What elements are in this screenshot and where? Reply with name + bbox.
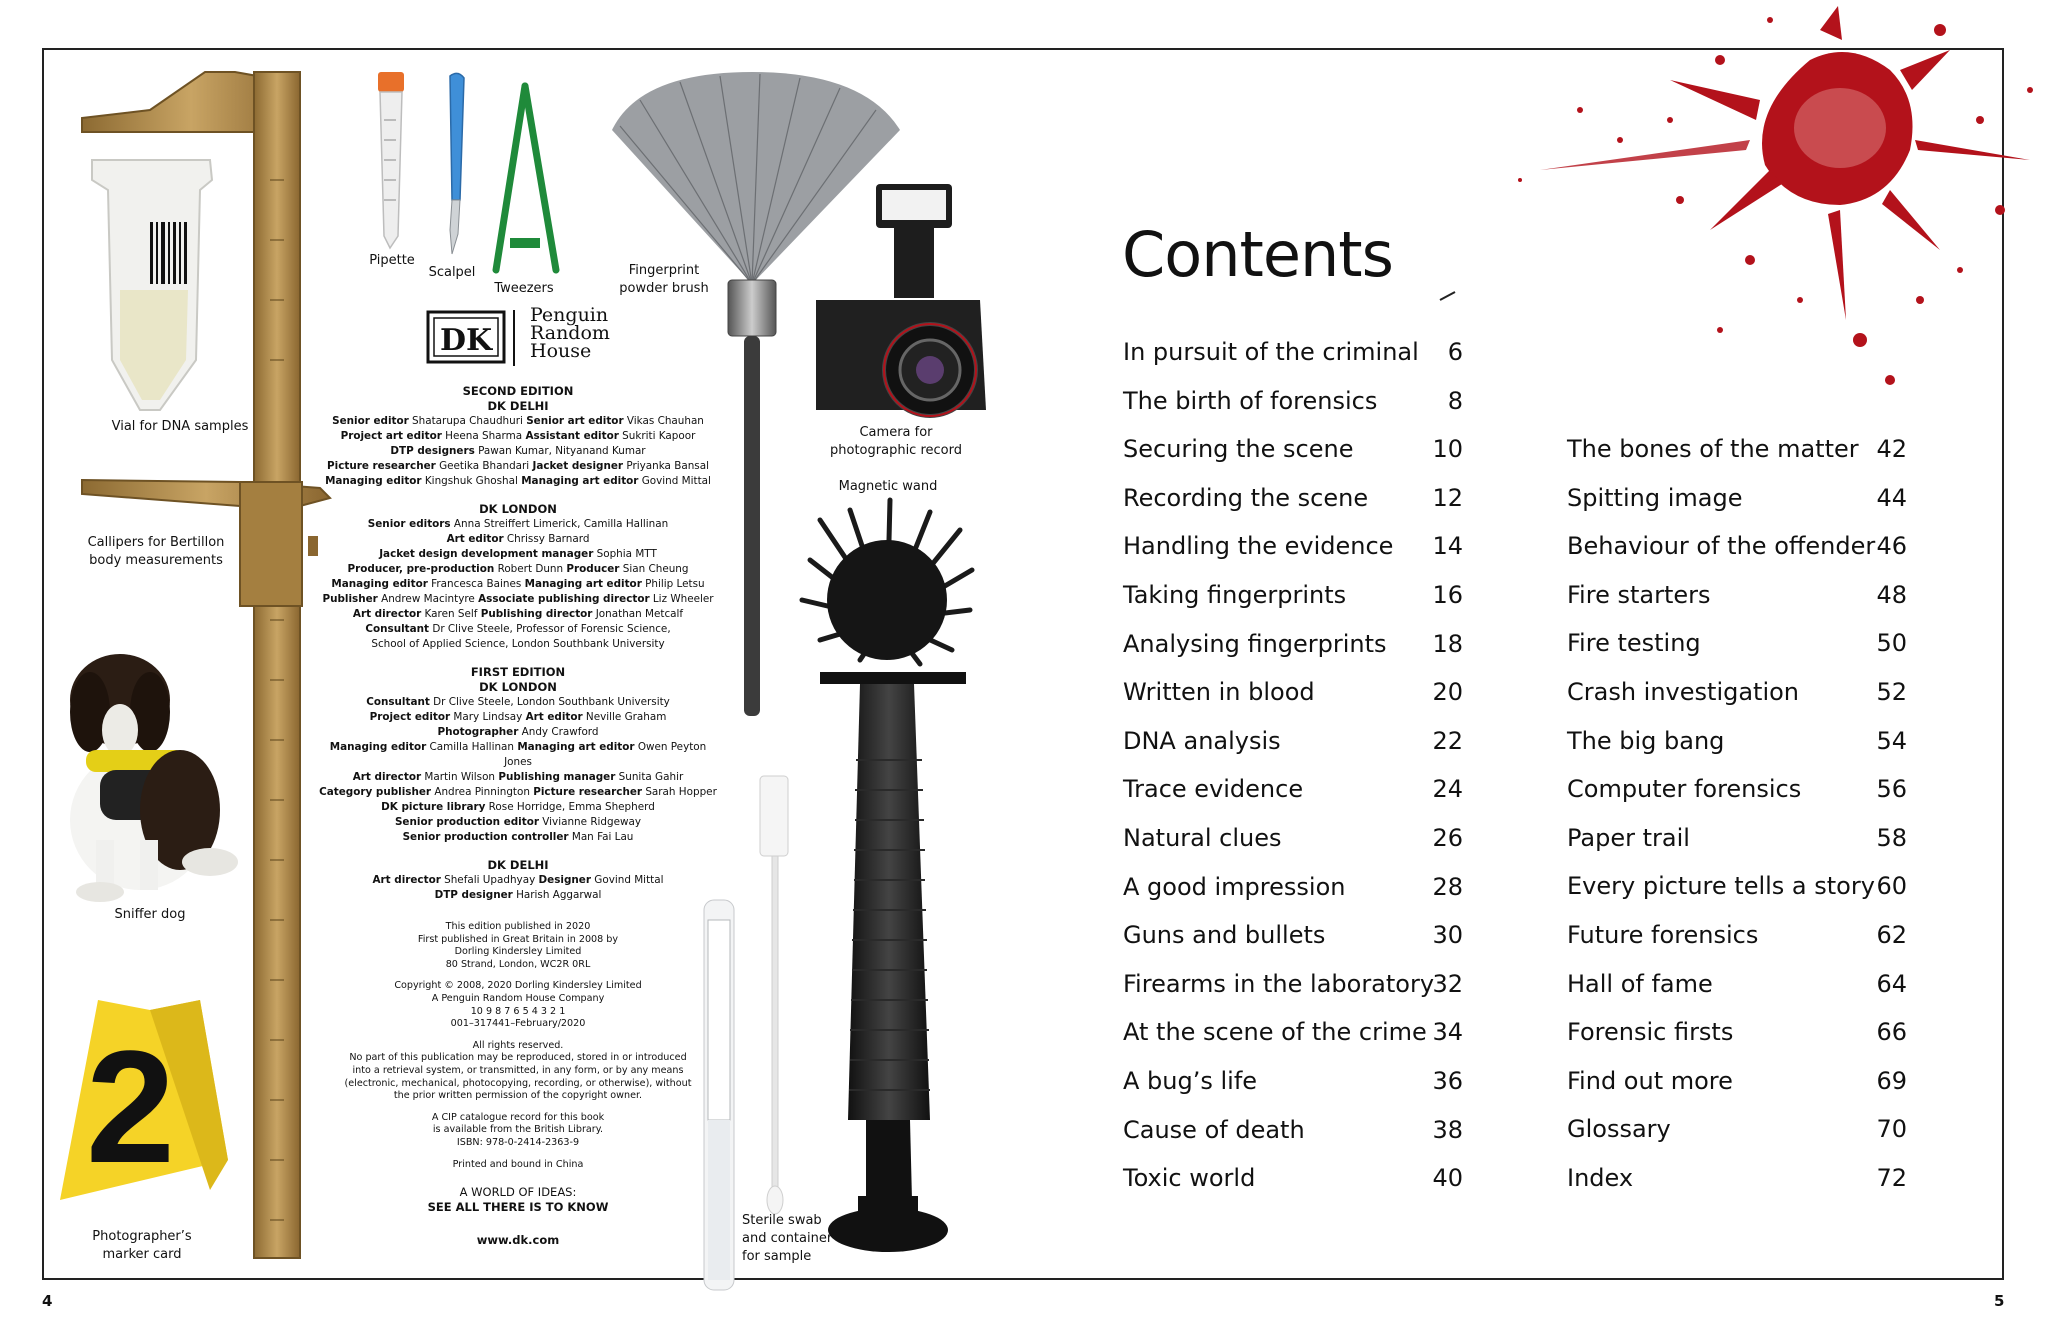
contents-entry[interactable]	[1123, 435, 1463, 469]
imprint-person: Chrissy Barnard	[503, 533, 590, 545]
contents-entry-page: 6	[1447, 338, 1463, 366]
imprint-line: Copyright © 2008, 2020 Dorling Kindersley Limited	[394, 980, 642, 992]
imprint-role: Managing art editor	[524, 578, 642, 590]
marker-number: 2	[86, 1017, 175, 1196]
prh-wordmark	[530, 306, 610, 360]
contents-entry-title: Trace evidence	[1123, 775, 1304, 804]
contents-entry-page: 44	[1876, 483, 1907, 512]
contents-entry[interactable]	[1567, 532, 1907, 566]
contents-entry[interactable]	[1567, 1115, 1907, 1149]
imprint-role: Senior art editor	[526, 415, 624, 427]
imprint-line: Printed and bound in China	[452, 1158, 584, 1170]
caption-pipette: Pipette	[369, 253, 415, 268]
contents-title: Contents	[1122, 218, 1393, 291]
imprint-line: School of Applied Science, London Southbank University	[371, 638, 665, 650]
imprint-role: Publishing director	[480, 608, 593, 620]
contents-entry-page: 66	[1876, 1018, 1907, 1047]
contents-entry-title: Crash investigation	[1567, 678, 1800, 706]
contents-entry[interactable]	[1567, 824, 1907, 858]
imprint-person: Sian Cheung	[619, 563, 689, 575]
imprint-person: Liz Wheeler	[649, 593, 714, 605]
camera-image	[816, 184, 986, 416]
contents-entry-title: At the scene of the crime	[1123, 1018, 1427, 1047]
imprint-person: Dr Clive Steele, Professor of Forensic Science,	[429, 623, 671, 635]
imprint-line: This edition published in 2020	[445, 921, 591, 932]
imprint-heading: DK DELHI	[487, 399, 549, 413]
imprint-role: Designer	[538, 874, 591, 886]
imprint-person: Sunita Gahir	[615, 771, 684, 783]
imprint-role: Senior editor	[332, 415, 409, 427]
contents-entry-title: Forensic firsts	[1567, 1018, 1734, 1047]
imprint-role: Senior editors	[367, 518, 451, 530]
imprint-line	[318, 429, 718, 444]
imprint-person: Andy Crawford	[518, 726, 599, 738]
imprint-line: the prior written permission of the copyright owner.	[393, 1090, 643, 1102]
imprint-line	[318, 740, 718, 770]
imprint-person: Vivianne Ridgeway	[538, 816, 642, 828]
imprint-line	[318, 444, 718, 459]
imprint-line	[318, 592, 718, 607]
imprint-person: Heena Sharma	[441, 430, 523, 442]
imprint-person: Govind Mittal	[638, 475, 711, 487]
contents-entry-page: 60	[1876, 872, 1907, 901]
contents-entry[interactable]	[1567, 727, 1907, 761]
contents-entry-page: 54	[1876, 726, 1907, 755]
pipette-image	[378, 72, 404, 248]
caption-dog: Sniffer dog	[114, 907, 186, 922]
contents-entry-page: 14	[1432, 532, 1463, 561]
imprint-heading: DK LONDON	[479, 680, 557, 694]
contents-entry[interactable]	[1123, 873, 1463, 907]
imprint-line	[318, 725, 718, 740]
contents-entry-page: 62	[1876, 921, 1907, 949]
contents-entry[interactable]	[1567, 678, 1907, 712]
contents-entry-title: Taking fingerprints	[1123, 581, 1347, 609]
contents-entry[interactable]	[1123, 678, 1463, 712]
prh-line2: Random	[530, 322, 610, 344]
imprint-line: Dorling Kindersley Limited	[454, 946, 582, 958]
blood-spatter-image	[1420, 0, 2048, 420]
contents-entry-title: In pursuit of the criminal	[1123, 338, 1419, 366]
caption-marker-line2: marker card	[102, 1247, 182, 1262]
imprint-person: Robert Dunn	[494, 563, 564, 575]
contents-entry[interactable]	[1567, 775, 1907, 809]
imprint-person: Philip Letsu	[641, 578, 705, 590]
imprint-line: No part of this publication may be reproduced, stored in or introduced	[349, 1052, 687, 1064]
contents-entry-title: Hall of fame	[1567, 969, 1713, 998]
imprint-role: Art editor	[525, 711, 583, 723]
imprint-role: Managing editor	[325, 475, 422, 487]
imprint-role: Associate publishing director	[478, 593, 650, 605]
caption-vial: Vial for DNA samples	[111, 419, 249, 434]
imprint-role: Publishing manager	[498, 771, 616, 783]
imprint-person: Andrea Pinnington	[431, 786, 530, 798]
imprint-line	[318, 622, 718, 637]
imprint-person: Karen Self	[421, 608, 478, 620]
contents-entry-page: 34	[1432, 1018, 1463, 1047]
contents-entry[interactable]	[1567, 1018, 1907, 1052]
imprint-block	[318, 384, 718, 1248]
contents-entry-page: 40	[1432, 1164, 1463, 1193]
imprint-role: DTP designer	[434, 889, 513, 901]
imprint-person: Sarah Hopper	[642, 786, 717, 798]
imprint-line	[318, 517, 718, 532]
page-number-right: 5	[1994, 1292, 2005, 1310]
contents-entry-page: 50	[1876, 629, 1907, 658]
caption-wand: Magnetic wand	[838, 479, 938, 494]
imprint-line	[318, 785, 718, 800]
imprint-line: 001–317441–February/2020	[450, 1018, 586, 1030]
imprint-person: Kingshuk Ghoshal	[421, 475, 518, 487]
contents-entry[interactable]	[1567, 921, 1907, 955]
tweezers-image	[496, 86, 556, 270]
contents-entry[interactable]	[1123, 824, 1463, 858]
contents-entry-title: Find out more	[1567, 1066, 1733, 1095]
scalpel-image	[450, 73, 464, 254]
contents-entry-page: 30	[1432, 921, 1463, 950]
vial-image	[92, 160, 212, 410]
imprint-line: is available from the British Library.	[432, 1124, 604, 1136]
imprint-person: Camilla Hallinan	[426, 741, 514, 753]
imprint-role: Senior production controller	[402, 831, 569, 843]
contents-entry[interactable]	[1567, 484, 1907, 518]
imprint-role: Publisher	[322, 593, 378, 605]
imprint-line	[318, 800, 718, 815]
contents-entry-page: 64	[1876, 969, 1907, 998]
imprint-person: Shefali Upadhyay	[440, 874, 536, 886]
imprint-line: 10 9 8 7 6 5 4 3 2 1	[470, 1005, 566, 1017]
contents-entry-title: A bug’s life	[1123, 1067, 1258, 1095]
contents-entry[interactable]	[1567, 581, 1907, 615]
imprint-person: Sophia MTT	[593, 548, 657, 560]
magnetic-wand-image	[802, 500, 972, 1252]
imprint-line	[318, 770, 718, 785]
caption-swab-line1: Sterile swab	[742, 1213, 822, 1228]
contents-entry[interactable]	[1567, 1067, 1907, 1101]
contents-entry-title: Securing the scene	[1123, 435, 1354, 464]
contents-entry[interactable]	[1567, 629, 1907, 663]
contents-entry-title: Paper trail	[1567, 823, 1690, 852]
contents-entry-page: 56	[1876, 775, 1907, 804]
imprint-person: Man Fai Lau	[568, 831, 634, 843]
contents-entry[interactable]	[1123, 727, 1463, 761]
imprint-role: Art director	[372, 874, 441, 886]
caption-callipers-line2: body measurements	[89, 553, 223, 568]
contents-entry[interactable]	[1567, 435, 1907, 469]
contents-entry-title: Every picture tells a story	[1567, 872, 1875, 901]
imprint-person: Sukriti Kapoor	[618, 430, 696, 442]
imprint-line	[318, 607, 718, 622]
contents-entry[interactable]	[1123, 1164, 1463, 1198]
caption-scalpel: Scalpel	[428, 265, 476, 280]
imprint-line	[318, 695, 718, 710]
contents-entry-page: 52	[1876, 678, 1907, 706]
imprint-role: Picture researcher	[327, 460, 436, 472]
imprint-line	[318, 547, 718, 562]
contents-entry-title: Fire starters	[1567, 580, 1711, 609]
imprint-person: Pawan Kumar, Nityanand Kumar	[474, 445, 646, 457]
imprint-role: DK picture library	[381, 801, 486, 813]
contents-entry[interactable]	[1567, 970, 1907, 1004]
caption-callipers-line1: Callipers for Bertillon	[87, 535, 225, 550]
imprint-role: Jacket design development manager	[379, 548, 594, 560]
sniffer-dog-image	[70, 654, 238, 902]
contents-entry-title: Index	[1567, 1164, 1634, 1192]
imprint-person: Andrew Macintyre	[377, 593, 475, 605]
contents-entry[interactable]	[1123, 532, 1463, 566]
imprint-role: Consultant	[365, 623, 430, 635]
contents-entry-title: Cause of death	[1123, 1115, 1305, 1144]
contents-entry-title: The birth of forensics	[1123, 386, 1378, 415]
imprint-line: A CIP catalogue record for this book	[431, 1111, 605, 1123]
contents-entry-title: Firearms in the laboratory	[1123, 969, 1435, 998]
imprint-role: Producer	[566, 563, 620, 575]
imprint-line	[318, 414, 718, 429]
contents-entry-title: Toxic world	[1123, 1164, 1256, 1193]
imprint-line	[318, 710, 718, 725]
caption-brush	[606, 262, 722, 298]
dk-logo-letters: DK	[440, 323, 493, 358]
contents-entry-title: Natural clues	[1123, 824, 1282, 852]
contents-entry-page: 22	[1432, 726, 1463, 755]
imprint-heading: FIRST EDITION	[470, 665, 566, 679]
contents-entry[interactable]	[1123, 1018, 1463, 1052]
imprint-role: Jacket designer	[532, 460, 624, 472]
contents-entry-title: Guns and bullets	[1123, 921, 1326, 950]
imprint-role: Art editor	[446, 533, 504, 545]
contents-entry-page: 8	[1447, 386, 1463, 415]
caption-marker	[72, 1228, 212, 1264]
contents-entry-title: Written in blood	[1123, 678, 1315, 707]
caption-swab-line2: and container	[742, 1231, 833, 1246]
contents-entry-title: Behaviour of the offender	[1567, 532, 1876, 561]
imprint-role: Managing editor	[331, 578, 428, 590]
contents-entry-title: Computer forensics	[1567, 775, 1802, 804]
page-number-left: 4	[42, 1292, 53, 1310]
contents-entry-title: Spitting image	[1567, 483, 1743, 512]
imprint-role: Managing editor	[329, 741, 427, 753]
contents-entry-page: 48	[1876, 580, 1907, 609]
imprint-role: Managing art editor	[517, 741, 635, 753]
imprint-line	[318, 815, 718, 830]
prh-line1: Penguin	[530, 304, 609, 326]
imprint-person: Shatarupa Chaudhuri	[408, 415, 523, 427]
imprint-line: A Penguin Random House Company	[431, 992, 605, 1004]
imprint-person: Francesca Baines	[427, 578, 522, 590]
contents-entry-page: 72	[1876, 1164, 1907, 1192]
imprint-url[interactable]: www.dk.com	[476, 1233, 560, 1248]
imprint-line	[318, 577, 718, 592]
caption-tweezers: Tweezers	[494, 281, 554, 296]
contents-entry[interactable]	[1123, 1116, 1463, 1150]
caption-brush-line2: powder brush	[619, 281, 709, 296]
imprint-heading: DK DELHI	[487, 858, 549, 872]
imprint-line	[318, 474, 718, 489]
imprint-role: Photographer	[437, 726, 519, 738]
contents-entry[interactable]	[1123, 484, 1463, 518]
imprint-role: Assistant editor	[525, 430, 619, 442]
contents-entry[interactable]	[1123, 387, 1463, 421]
prh-line3: House	[530, 340, 592, 362]
imprint-heading: DK LONDON	[479, 502, 557, 516]
imprint-world-ideas: A WORLD OF IDEAS:	[459, 1185, 577, 1200]
imprint-person: Harish Aggarwal	[512, 889, 602, 901]
imprint-person: Neville Graham	[582, 711, 667, 723]
caption-callipers	[66, 534, 246, 570]
imprint-person: Geetika Bhandari	[435, 460, 530, 472]
imprint-role: DTP designers	[390, 445, 475, 457]
imprint-person: Mary Lindsay	[450, 711, 523, 723]
imprint-line	[318, 830, 718, 845]
imprint-role: Art director	[352, 771, 422, 783]
imprint-world-ideas: SEE ALL THERE IS TO KNOW	[427, 1200, 609, 1215]
imprint-line	[318, 532, 718, 547]
contents-entry-title: Future forensics	[1567, 921, 1759, 949]
imprint-role: Managing art editor	[521, 475, 639, 487]
contents-entry-page: 38	[1432, 1115, 1463, 1144]
contents-entry[interactable]	[1123, 921, 1463, 955]
contents-entry-page: 28	[1432, 872, 1463, 901]
contents-entry[interactable]	[1123, 338, 1463, 372]
caption-brush-line1: Fingerprint	[628, 263, 700, 278]
imprint-person: Priyanka Bansal	[623, 460, 709, 472]
imprint-person: Owen Peyton Jones	[504, 741, 707, 768]
contents-entry-page: 32	[1432, 969, 1463, 998]
contents-entry-title: A good impression	[1123, 872, 1346, 901]
caption-marker-line1: Photographer’s	[92, 1229, 192, 1244]
contents-entry-title: The bones of the matter	[1567, 435, 1859, 463]
imprint-person: Jonathan Metcalf	[592, 608, 684, 620]
contents-entry-page: 12	[1432, 483, 1463, 512]
contents-entry-page: 42	[1876, 435, 1907, 463]
contents-entry-page: 20	[1432, 678, 1463, 707]
contents-entry-page: 18	[1432, 629, 1463, 658]
imprint-person: Vikas Chauhan	[623, 415, 704, 427]
imprint-line	[318, 873, 718, 888]
contents-entry-title: Analysing fingerprints	[1123, 629, 1387, 658]
imprint-role: Consultant	[366, 696, 430, 708]
contents-entry-title: The big bang	[1567, 726, 1725, 755]
imprint-role: Project editor	[369, 711, 451, 723]
imprint-line: ISBN: 978-0-2414-2363-9	[456, 1136, 580, 1148]
contents-entry-title: Handling the evidence	[1123, 532, 1394, 561]
imprint-person: Dr Clive Steele, London Southbank University	[429, 696, 670, 708]
imprint-line	[318, 888, 718, 903]
contents-entry-page: 58	[1876, 823, 1907, 852]
imprint-line: First published in Great Britain in 2008 by	[417, 933, 619, 945]
imprint-role: Category publisher	[319, 786, 432, 798]
imprint-line: (electronic, mechanical, photocopying, recording, or otherwise), without	[344, 1077, 692, 1089]
imprint-person: Govind Mittal	[590, 874, 664, 886]
imprint-line	[318, 459, 718, 474]
caption-camera	[816, 424, 976, 460]
imprint-person: Anna Streiffert Limerick, Camilla Hallinan	[450, 518, 669, 530]
contents-entry-page: 24	[1432, 775, 1463, 804]
caption-camera-line2: photographic record	[830, 443, 962, 458]
contents-entry[interactable]	[1123, 970, 1463, 1004]
caption-swab	[742, 1212, 842, 1266]
contents-entry[interactable]	[1123, 581, 1463, 615]
imprint-role: Producer, pre-production	[347, 563, 495, 575]
contents-entry-title: Fire testing	[1567, 629, 1701, 658]
contents-entry-page: 26	[1432, 824, 1463, 852]
contents-entry-page: 70	[1876, 1115, 1907, 1144]
contents-entry[interactable]	[1123, 630, 1463, 664]
contents-entry-page: 10	[1432, 435, 1463, 464]
imprint-line: 80 Strand, London, WC2R 0RL	[445, 958, 591, 970]
imprint-line: All rights reserved.	[472, 1039, 564, 1051]
imprint-heading: SECOND EDITION	[462, 384, 574, 398]
caption-swab-line3: for sample	[742, 1249, 812, 1264]
contents-entry-title: DNA analysis	[1123, 726, 1281, 755]
contents-entry-page: 46	[1876, 532, 1907, 561]
imprint-person: Martin Wilson	[421, 771, 496, 783]
caption-camera-line1: Camera for	[859, 425, 933, 440]
imprint-role: Project art editor	[340, 430, 442, 442]
contents-entry-page: 36	[1432, 1067, 1463, 1095]
imprint-role: Art director	[352, 608, 422, 620]
contents-entry-title: Glossary	[1567, 1115, 1671, 1144]
imprint-role: Senior production editor	[394, 816, 539, 828]
imprint-person: Rose Horridge, Emma Shepherd	[485, 801, 655, 813]
contents-entry[interactable]	[1123, 1067, 1463, 1101]
contents-entry-page: 69	[1876, 1066, 1907, 1095]
contents-entry[interactable]	[1567, 1164, 1907, 1198]
imprint-line: into a retrieval system, or transmitted, in any form, or by any means	[352, 1064, 684, 1076]
contents-entry-page: 16	[1432, 581, 1463, 609]
imprint-role: Picture researcher	[533, 786, 643, 798]
contents-entry[interactable]	[1567, 872, 1907, 906]
contents-entry[interactable]	[1123, 775, 1463, 809]
contents-entry-title: Recording the scene	[1123, 483, 1369, 512]
imprint-line	[318, 562, 718, 577]
